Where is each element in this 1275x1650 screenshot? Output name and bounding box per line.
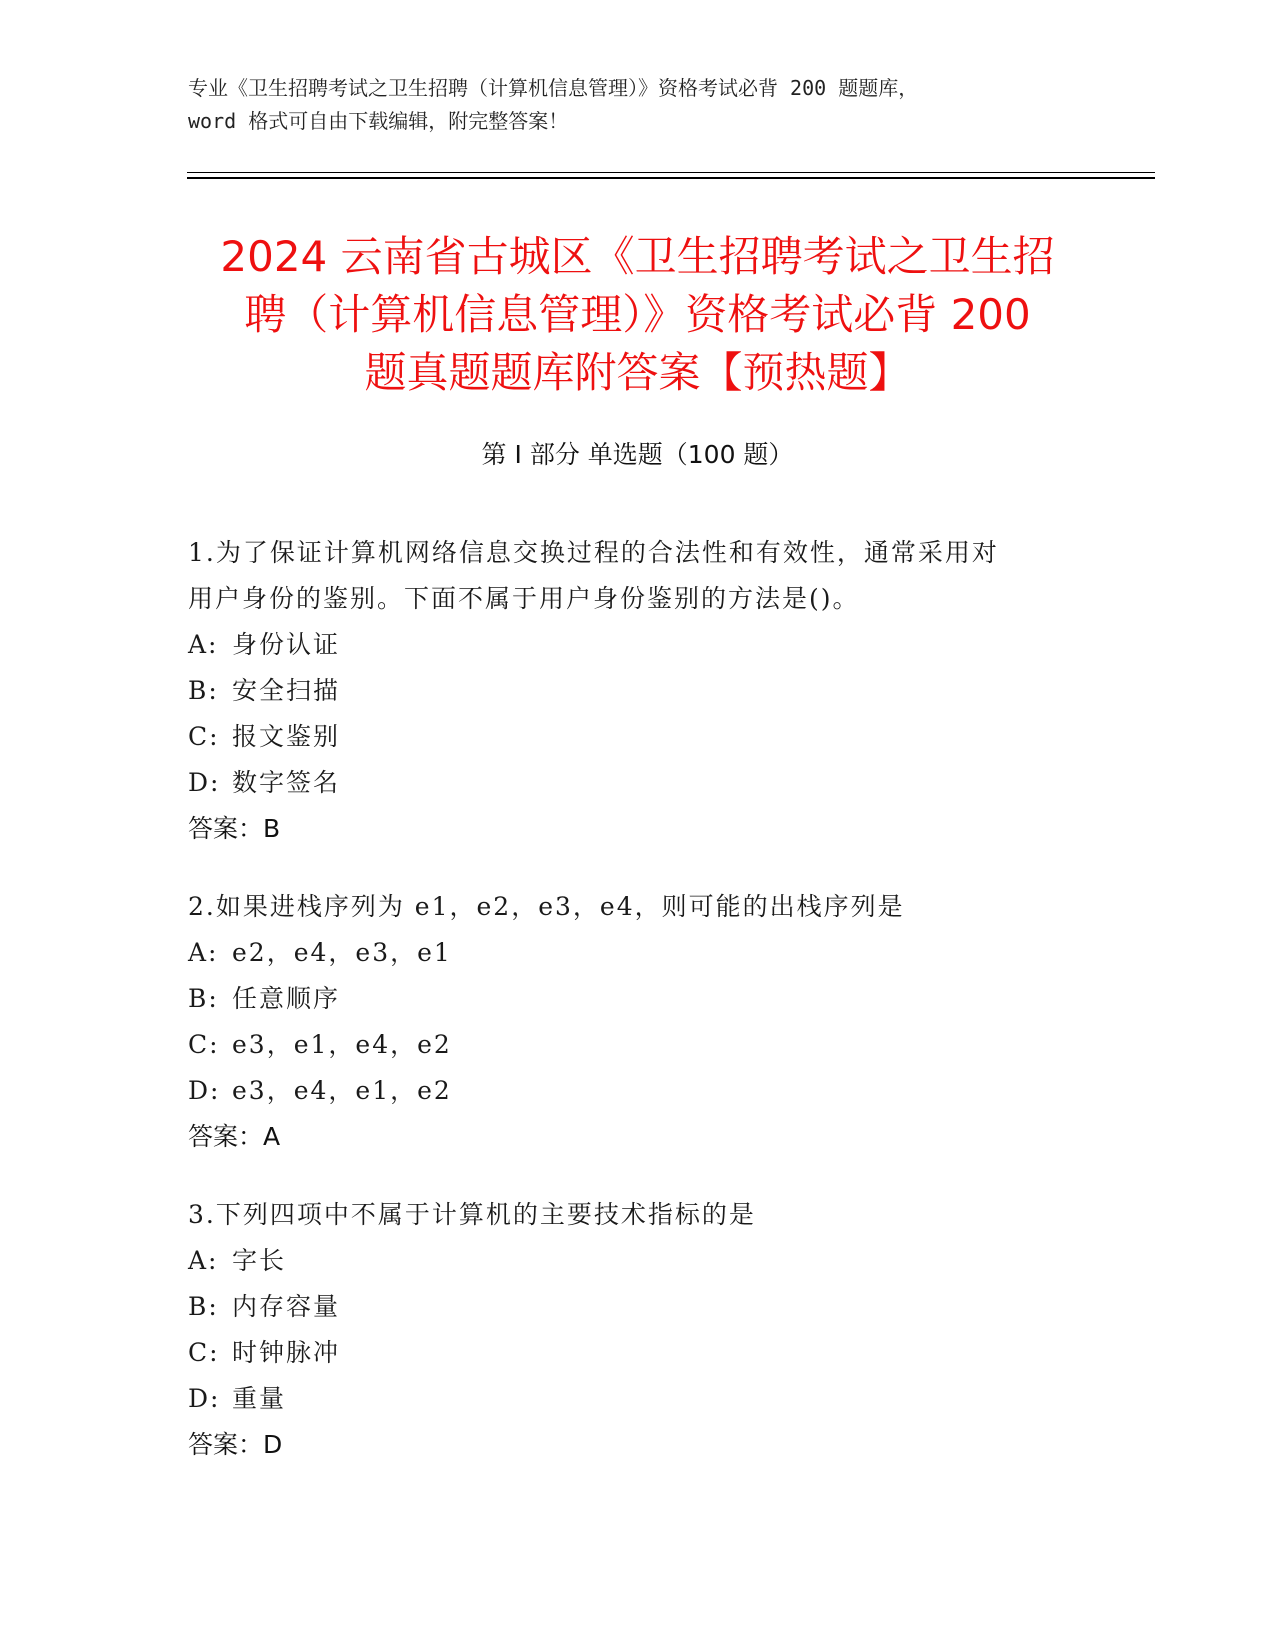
section-heading: 第 I 部分 单选题（100 题） <box>481 440 794 469</box>
question-stem-line: 1.为了保证计算机网络信息交换过程的合法性和有效性，通常采用对 <box>188 538 999 567</box>
option-c <box>188 1330 1088 1376</box>
option-a <box>188 930 1088 976</box>
option-text: 任意顺序 <box>232 984 341 1013</box>
option-text: 重量 <box>232 1384 287 1413</box>
document-title-line-2: 聘（计算机信息管理）》资格考试必背 200 <box>244 290 1031 339</box>
option-d <box>188 760 1088 806</box>
option-a <box>188 622 1088 668</box>
option-key: B: <box>188 676 219 705</box>
question-stem <box>188 530 1088 622</box>
option-a <box>188 1238 1088 1284</box>
option-b <box>188 1284 1088 1330</box>
option-text: 报文鉴别 <box>232 722 341 751</box>
question-item <box>188 1192 1088 1468</box>
option-text: e3，e4，e1，e2 <box>232 1076 452 1105</box>
header-divider-thick <box>187 177 1155 179</box>
document-title <box>130 228 1145 402</box>
question-stem-line: 2.如果进栈序列为 e1，e2，e3，e4，则可能的出栈序列是 <box>188 892 905 921</box>
option-key: D: <box>188 1384 221 1413</box>
answer-line: 答案：D <box>188 1430 283 1459</box>
option-key: C: <box>188 722 220 751</box>
header-note-line-2: word 格式可自由下载编辑，附完整答案！ <box>188 109 569 133</box>
option-key: B: <box>188 984 219 1013</box>
option-key: A: <box>188 938 219 967</box>
question-item <box>188 530 1088 852</box>
option-text: e3，e1，e4，e2 <box>232 1030 452 1059</box>
option-c <box>188 1022 1088 1068</box>
option-key: A: <box>188 630 219 659</box>
question-item <box>188 884 1088 1160</box>
header-note-line-1: 专业《卫生招聘考试之卫生招聘（计算机信息管理）》资格考试必背 200 题题库， <box>188 76 919 100</box>
option-text: 数字签名 <box>232 768 341 797</box>
option-key: C: <box>188 1338 220 1367</box>
option-key: D: <box>188 1076 221 1105</box>
question-stem <box>188 884 1088 930</box>
option-text: 安全扫描 <box>232 676 341 705</box>
document-title-line-1: 2024 云南省古城区《卫生招聘考试之卫生招 <box>220 232 1055 281</box>
question-stem <box>188 1192 1088 1238</box>
answer-line: 答案：A <box>188 1122 281 1151</box>
question-stem-line: 3.下列四项中不属于计算机的主要技术指标的是 <box>188 1200 756 1229</box>
option-b <box>188 976 1088 1022</box>
answer-line: 答案：B <box>188 814 281 843</box>
document-title-line-3: 题真题题库附答案【预热题】 <box>364 348 911 397</box>
question-list <box>188 530 1088 1500</box>
option-key: A: <box>188 1246 219 1275</box>
option-b <box>188 668 1088 714</box>
option-text: 身份认证 <box>232 630 341 659</box>
option-d <box>188 1376 1088 1422</box>
option-c <box>188 714 1088 760</box>
option-d <box>188 1068 1088 1114</box>
question-stem-line: 用户身份的鉴别。下面不属于用户身份鉴别的方法是()。 <box>188 584 860 613</box>
option-key: D: <box>188 768 221 797</box>
option-key: C: <box>188 1030 220 1059</box>
header-divider-thin <box>187 172 1155 173</box>
option-text: 时钟脉冲 <box>232 1338 341 1367</box>
option-text: 字长 <box>232 1246 287 1275</box>
header-note <box>188 72 1088 138</box>
option-key: B: <box>188 1292 219 1321</box>
option-text: 内存容量 <box>232 1292 341 1321</box>
option-text: e2，e4，e3，e1 <box>232 938 452 967</box>
